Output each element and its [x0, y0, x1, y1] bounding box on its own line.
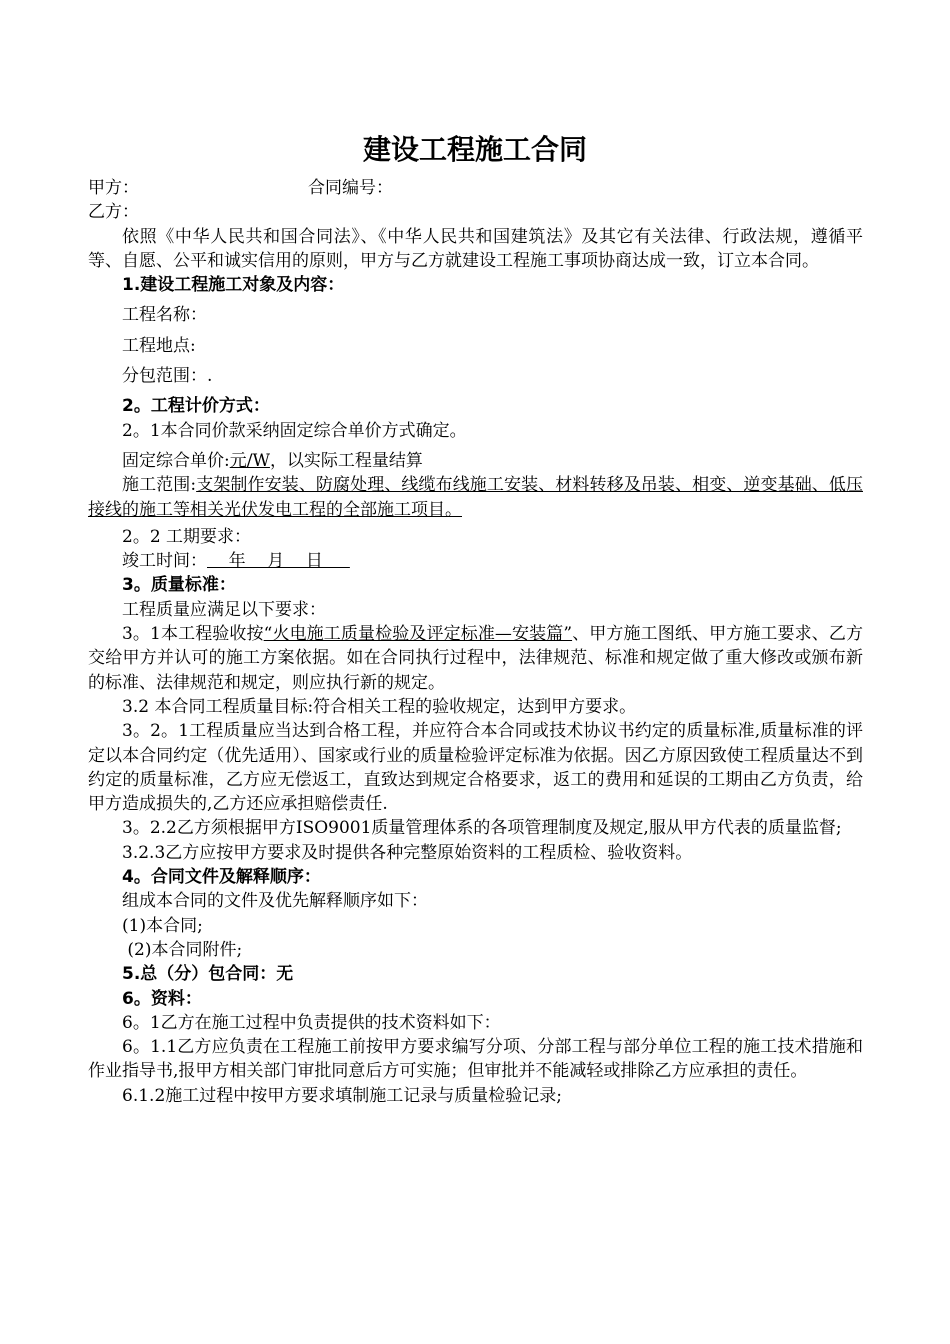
- construction-scope: [88, 473, 863, 522]
- section-3-heading: 3。质量标准：: [122, 575, 236, 596]
- section-3-1: [88, 622, 863, 695]
- section-4-heading: 4。合同文件及解释顺序：: [122, 867, 321, 888]
- document-title: 建设工程施工合同: [362, 133, 587, 166]
- section-6-1: 6。1乙方在施工过程中负责提供的技术资料如下：: [122, 1012, 501, 1033]
- completion-label: 竣工时间：: [122, 551, 207, 572]
- section-4-item-2: (2)本合同附件;: [122, 939, 243, 960]
- project-site-label: 工程地点:: [122, 335, 196, 356]
- section-4-intro: 组成本合同的文件及优先解释顺序如下：: [122, 891, 428, 912]
- section-2-2: 2。2 工期要求：: [122, 526, 252, 547]
- unit-price-label: 固定综合单价:: [122, 450, 230, 471]
- section-6-1-1: 6。1.1乙方应负责在工程施工前按甲方要求编写分项、分部工程与部分单位工程的施工技术措施和作业指导书,报甲方相关部门审批同意后方可实施；但审批并不能减轻或排除乙方应承担的责任。: [88, 1037, 863, 1082]
- section-4-item-1: (1)本合同;: [122, 915, 203, 936]
- section-1-heading: 1.建设工程施工对象及内容：: [122, 275, 345, 296]
- scope-label: 施工范围:: [122, 475, 197, 496]
- section-6-1-2: 6.1.2施工过程中按甲方要求填制施工记录与质量检验记录;: [122, 1085, 562, 1106]
- document-body: [88, 176, 863, 1108]
- section-3-2-3: 3.2.3乙方应按甲方要求及时提供各种完整原始资料的工程质检、验收资料。: [122, 842, 693, 863]
- project-name-label: 工程名称：: [122, 305, 207, 326]
- section-2-heading: 2。工程计价方式：: [122, 396, 270, 417]
- unit-price-value: 元/W: [229, 450, 270, 471]
- section-3-2-1: 3。2。1工程质量应当达到合格工程，并应符合本合同或技术协议书约定的质量标准,质量标准的评定以本合同约定（优先适用）、国家或行业的质量检验评定标准为依据。因乙方原因致使工程质量达不到约定的质量标准，乙方应无偿返工，直致达到规定合格要求，返工的费用和延误的工期由乙方负责，给甲方造成损失的,乙方还应承担赔偿责任.: [88, 721, 863, 815]
- section-6-heading: 6。资料：: [122, 988, 202, 1009]
- section-3-1-standard: “火电施工质量检验及评定标准—安装篇”: [263, 624, 573, 645]
- scope-value: 支架制作安装、防腐处理、线缆布线施工安装、材料转移及吊装、相变、逆变基础、低压接线的施工等相关光伏发电工程的全部施工项目。: [88, 475, 863, 520]
- party-line: [88, 176, 863, 200]
- section-3-2-2: 3。2.2乙方须根据甲方ISO9001质量管理体系的各项管理制度及规定,服从甲方代表的质量监督;: [122, 818, 842, 839]
- party-b-label: 乙方：: [88, 202, 139, 223]
- intro-paragraph: 依照《中华人民共和国合同法》、《中华人民共和国建筑法》及其它有关法律、行政法规，遵循平等、自愿、公平和诚实信用的原则，甲方与乙方就建设工程施工事项协商达成一致，订立本合同。: [88, 226, 863, 271]
- section-5-heading: 5.总（分）包合同：无: [122, 964, 294, 985]
- subcontract-scope-label: 分包范围：.: [122, 366, 213, 387]
- unit-price-line: [88, 449, 863, 473]
- section-3-2: 3.2 本合同工程质量目标:符合相关工程的验收规定，达到甲方要求。: [122, 696, 637, 717]
- completion-line: [88, 549, 863, 573]
- unit-price-tail: ，以实际工程量结算: [269, 450, 423, 471]
- section-3-intro: 工程质量应满足以下要求：: [122, 599, 326, 620]
- contract-number-label: 合同编号：: [308, 178, 393, 198]
- party-a-label: 甲方：: [88, 178, 139, 198]
- section-3-1-rest: 、甲方施工图纸、甲方施工要求、乙方交给甲方并认可的施工方案依据。如在合同执行过程中，法律规范、标准和规定做了重大修改或颁布新的标准、法律规范和规定，则应执行新的规定。: [88, 624, 863, 693]
- section-3-1-lead: 3。1本工程验收按: [122, 624, 264, 645]
- completion-date: 年 月 日: [207, 551, 350, 572]
- section-2-1: 2。1本合同价款采纳固定综合单价方式确定。: [122, 420, 467, 441]
